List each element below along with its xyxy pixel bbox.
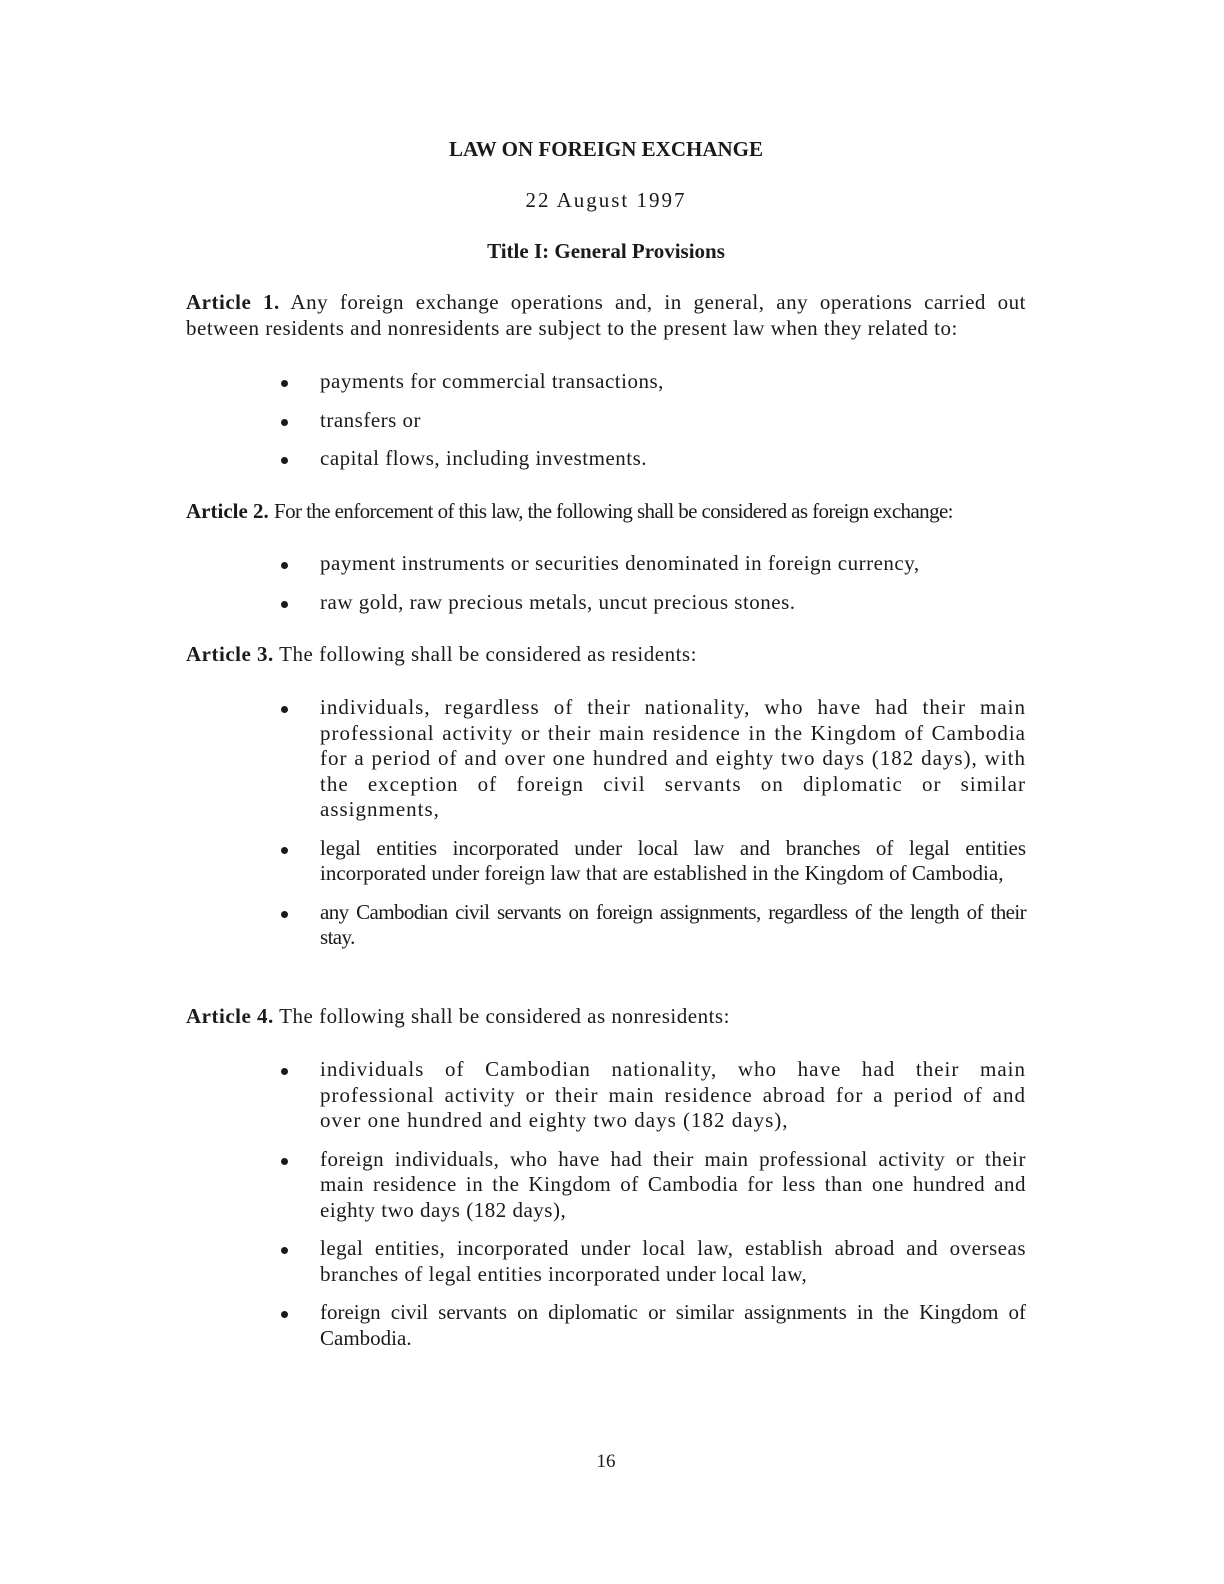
bullet-icon: [281, 911, 288, 918]
list-item: [276, 836, 1026, 887]
list-item: [276, 1147, 1026, 1224]
list-item: [276, 1057, 1026, 1134]
bullet-icon: [281, 601, 288, 608]
article-text: The following shall be considered as nonresidents:: [279, 1004, 730, 1028]
article-text: Any foreign exchange operations and, in general, any operations carried out between residents and nonresidents are subject to the present law when they related to:: [186, 290, 1026, 340]
article-number: Article 2.: [186, 499, 269, 523]
list-item-text: payments for commercial transactions,: [320, 369, 664, 393]
list-item: [276, 369, 1026, 395]
bullet-icon: [281, 706, 288, 713]
bullet-icon: [281, 1068, 288, 1075]
section-title: Title I: General Provisions: [487, 239, 725, 263]
list-item-text: individuals of Cambodian nationality, who have had their main professional activity or their main residence abroad for a period of and over one hundred and eighty two days (182 days),: [320, 1057, 1026, 1132]
list-item: [276, 590, 1026, 616]
article-number: Article 1.: [186, 290, 280, 314]
bullet-icon: [281, 562, 288, 569]
list-item: [276, 1236, 1026, 1287]
article-2: [186, 498, 1026, 524]
article-1: [186, 289, 1026, 341]
bullet-icon: [281, 419, 288, 426]
list-item: [276, 551, 1026, 577]
article-number: Article 4.: [186, 1004, 274, 1028]
article-4-list: [276, 1057, 1026, 1351]
list-item-text: legal entities incorporated under local law and branches of legal entities incorporated under foreign law that are established in the Kingdom of Cambodia,: [320, 835, 1026, 885]
bullet-icon: [281, 1158, 288, 1165]
article-number: Article 3.: [186, 642, 274, 666]
bullet-icon: [281, 380, 288, 387]
article-3-list: [276, 695, 1026, 951]
page-number: 16: [596, 1451, 616, 1472]
list-item-text: any Cambodian civil servants on foreign assignments, regardless of the length of their stay.: [320, 899, 1026, 949]
list-item-text: legal entities, incorporated under local law, establish abroad and overseas branches of legal entities incorporated under local law,: [320, 1236, 1026, 1286]
bullet-icon: [281, 847, 288, 854]
list-item-text: foreign individuals, who have had their main professional activity or their main residence in the Kingdom of Cambodia for less than one hundred and eighty two days (182 days),: [320, 1146, 1026, 1222]
list-item: [276, 1300, 1026, 1351]
bullet-icon: [281, 457, 288, 464]
list-item-text: foreign civil servants on diplomatic or similar assignments in the Kingdom of Cambodia.: [320, 1300, 1026, 1350]
document-title: LAW ON FOREIGN EXCHANGE: [448, 137, 764, 161]
bullet-icon: [281, 1247, 288, 1254]
list-item-text: raw gold, raw precious metals, uncut precious stones.: [320, 589, 796, 614]
article-3: [186, 641, 1026, 667]
list-item-text: payment instruments or securities denominated in foreign currency,: [320, 551, 920, 575]
article-text: The following shall be considered as residents:: [279, 642, 697, 666]
article-4: [186, 1003, 1026, 1029]
list-item: [276, 695, 1026, 823]
article-text: For the enforcement of this law, the following shall be considered as foreign exchange:: [274, 499, 953, 523]
article-2-list: [276, 551, 1026, 615]
document-date: 22 August 1997: [525, 188, 687, 212]
list-item: [276, 408, 1026, 434]
list-item: [276, 446, 1026, 472]
list-item-text: transfers or: [320, 407, 422, 432]
list-item-text: individuals, regardless of their nationality, who have had their main professional activity or their main residence in the Kingdom of Cambodia for a period of and over one hundred and eighty two days (182 days), with the exception of foreign civil servants on diplomatic or similar assignments,: [320, 695, 1026, 821]
article-1-list: [276, 369, 1026, 472]
bullet-icon: [281, 1311, 288, 1318]
list-item: [276, 900, 1026, 951]
list-item-text: capital flows, including investments.: [320, 446, 648, 470]
